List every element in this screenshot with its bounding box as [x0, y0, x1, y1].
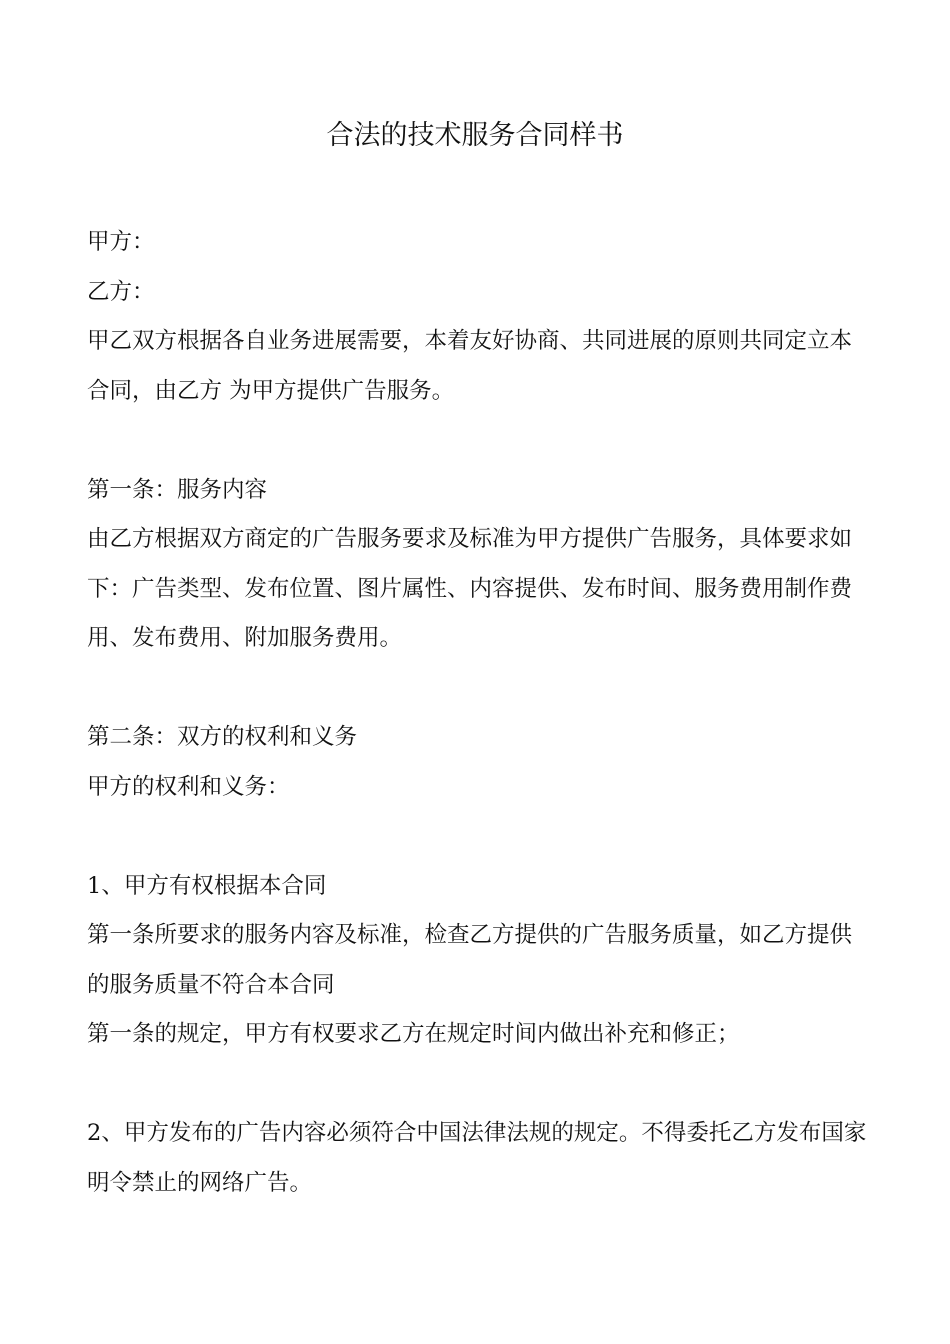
blank-line: [87, 1060, 867, 1110]
document-body: [87, 218, 867, 1208]
item1-title: 1、甲方有权根据本合同: [87, 872, 327, 899]
party-b-label: 乙方：: [87, 278, 155, 305]
blank-line: [87, 664, 867, 714]
blank-line: [87, 416, 867, 466]
article2-heading: 第二条：双方的权利和义务: [87, 724, 358, 750]
item1-continuation: 第一条的规定，甲方有权要求乙方在规定时间内做出补充和修正；: [87, 1021, 740, 1047]
article1-paragraph: 由乙方根据双方商定的广告服务要求及标准为甲方提供广告服务，具体要求如下：广告类型、发布位置、图片属性、内容提供、发布时间、服务费用制作费用、发布费用、附加服务费用。: [87, 526, 853, 651]
preamble-paragraph: 甲乙双方根据各自业务进展需要，本着友好协商、共同进展的原则共同定立本合同，由乙方 为甲方提供广告服务。: [87, 328, 853, 404]
document-title: 合法的技术服务合同样书: [326, 120, 624, 151]
article1-heading: 第一条：服务内容: [87, 476, 268, 503]
article2-subheading: 甲方的权利和义务：: [87, 773, 290, 800]
party-a-label: 甲方：: [87, 229, 155, 255]
blank-line: [87, 812, 867, 862]
item1-paragraph: 第一条所要求的服务内容及标准，检查乙方提供的广告服务质量，如乙方提供的服务质量不符合本合同: [87, 922, 853, 998]
item2-paragraph: 2、甲方发布的广告内容必须符合中国法律法规的规定。不得委托乙方发布国家明令禁止的网络广告。: [87, 1120, 867, 1196]
